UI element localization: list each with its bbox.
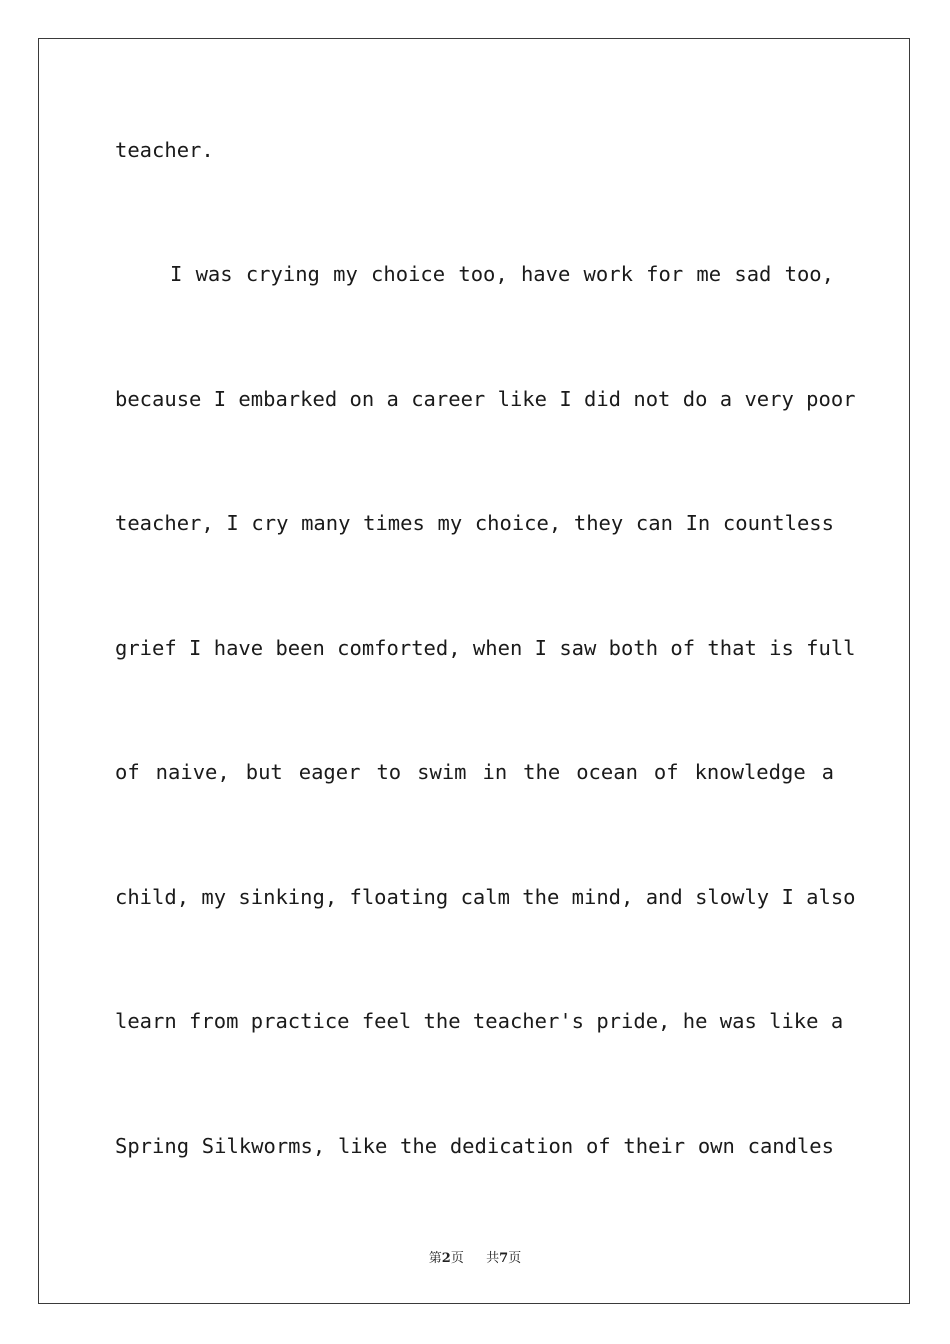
total-page-number: 7: [499, 1251, 509, 1266]
paragraph-line-6: of naive, but eager to swim in the ocean of knowledge a: [115, 760, 834, 784]
page-footer: [0, 1247, 950, 1266]
paragraph-line-2: I was crying my choice too, have work for me sad too,: [170, 262, 834, 286]
total-pages: 共7页: [486, 1251, 522, 1266]
paragraph-line-4: teacher, I cry many times my choice, they can In countless: [115, 511, 834, 535]
paragraph-line-7: child, my sinking, floating calm the mind, and slowly I also: [115, 885, 856, 909]
paragraph-line-9: Spring Silkworms, like the dedication of their own candles: [115, 1134, 834, 1158]
page-border: [38, 38, 910, 1304]
paragraph-line-8: learn from practice feel the teacher's pride, he was like a: [115, 1009, 844, 1033]
paragraph-line-5: grief I have been comforted, when I saw both of that is full: [115, 636, 856, 660]
page-number: 第2页: [428, 1251, 464, 1266]
current-page-number: 2: [441, 1251, 451, 1266]
paragraph-line-3: because I embarked on a career like I did not do a very poor: [115, 387, 856, 411]
paragraph-line-1: teacher.: [115, 138, 214, 162]
